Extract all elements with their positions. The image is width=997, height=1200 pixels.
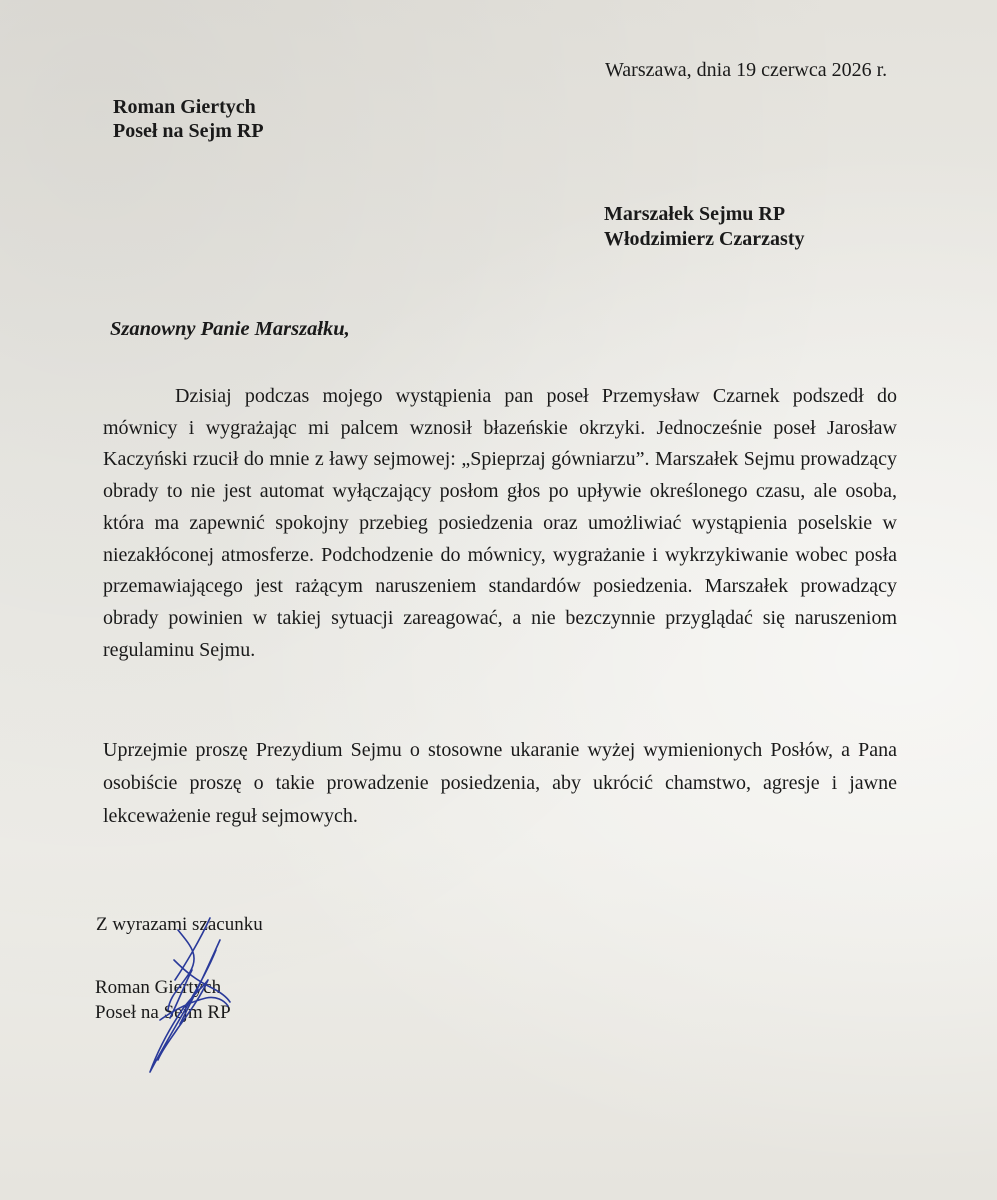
body-paragraph: Uprzejmie proszę Prezydium Sejmu o stosowne ukaranie wyżej wymienionych Posłów, a Pana osobiście proszę o takie prowadzenie posiedzenia, aby ukrócić chamstwo, agresje i jawne lekceważenie reguł sejmowych.: [103, 739, 897, 827]
signer-name: Roman Giertych: [95, 977, 222, 998]
signer-title: Poseł na Sejm RP: [95, 1002, 231, 1023]
body-paragraph: Dzisiaj podczas mojego wystąpienia pan poseł Przemysław Czarnek podszedł do mównicy i wygrażając mi palcem wznosił błazeńskie okrzyki. Jednocześnie poseł Jarosław Kaczyński rzucił do mnie z ławy sejmowej: „Spieprzaj gówniarzu”. Marszałek Sejmu prowadzący obrady to nie jest automat wyłączający posłom głos po upływie określonego czasu, ale osoba, która ma zapewnić spokojny przebieg posiedzenia oraz umożliwiać wystąpienia poselskie w niezakłóconej atmosferze. Podchodzenie do mównicy, wygrażanie i wykrzykiwanie wobec posła przemawiającego jest rażącym naruszeniem standardów posiedzenia. Marszałek prowadzący obrady powinien w takiej sytuacji zareagować, a nie bezczynnie przyglądać się naruszeniom regulaminu Sejmu.: [103, 385, 897, 661]
greeting: Szanowny Panie Marszałku,: [110, 318, 350, 340]
recipient-name: Włodzimierz Czarzasty: [604, 228, 805, 250]
date-line: Warszawa, dnia 19 czerwca 2026 r.: [605, 59, 888, 81]
handwritten-signature: [130, 910, 240, 1080]
recipient-block: [604, 202, 804, 252]
sender-title: Poseł na Sejm RP: [113, 120, 264, 142]
sender-name: Roman Giertych: [113, 96, 256, 118]
recipient-title: Marszałek Sejmu RP: [604, 203, 786, 225]
sender-block: [113, 95, 264, 143]
closing-line: Z wyrazami szacunku: [96, 914, 263, 935]
